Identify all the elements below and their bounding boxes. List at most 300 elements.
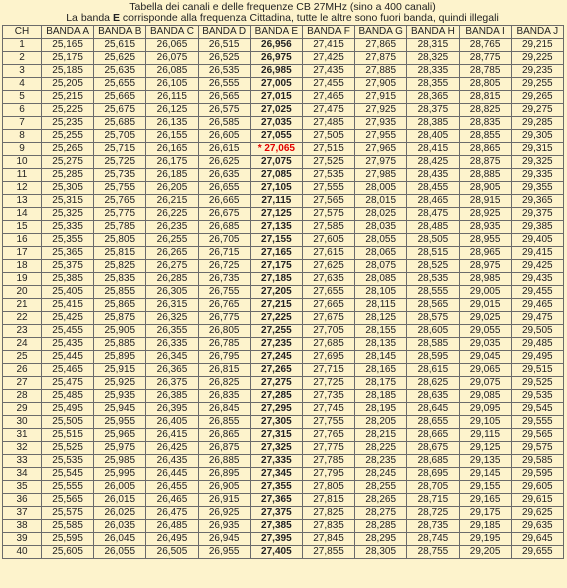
frequency-cell: 27,345 xyxy=(250,468,302,481)
channel-number-cell: 34 xyxy=(3,468,42,481)
frequency-cell: 28,205 xyxy=(355,416,407,429)
frequency-cell: 27,175 xyxy=(250,260,302,273)
frequency-cell: 26,665 xyxy=(198,195,250,208)
frequency-cell: 27,795 xyxy=(302,468,354,481)
frequency-cell: 28,915 xyxy=(459,195,511,208)
frequency-cell: 28,775 xyxy=(459,52,511,65)
frequency-cell: 27,655 xyxy=(302,286,354,299)
frequency-cell: 26,045 xyxy=(94,533,146,546)
frequency-cell: 25,605 xyxy=(42,546,94,559)
frequency-cell: 25,385 xyxy=(42,273,94,286)
frequency-cell: 29,435 xyxy=(511,273,563,286)
frequency-cell: 25,535 xyxy=(42,455,94,468)
frequency-cell: 28,565 xyxy=(407,299,459,312)
frequency-cell: 26,925 xyxy=(198,507,250,520)
frequency-cell: 27,375 xyxy=(250,507,302,520)
frequency-cell: 25,275 xyxy=(42,156,94,169)
frequency-cell: 28,505 xyxy=(407,234,459,247)
frequency-cell: 28,105 xyxy=(355,286,407,299)
frequency-cell: 29,265 xyxy=(511,91,563,104)
frequency-cell: 26,605 xyxy=(198,130,250,143)
frequency-cell: 28,525 xyxy=(407,260,459,273)
frequency-cell: 27,875 xyxy=(355,52,407,65)
frequency-cell: 27,315 xyxy=(250,429,302,442)
table-row xyxy=(3,403,564,416)
frequency-cell: 29,015 xyxy=(459,299,511,312)
frequency-cell: 26,155 xyxy=(146,130,198,143)
channel-number-cell: 37 xyxy=(3,507,42,520)
frequency-cell: 26,955 xyxy=(198,546,250,559)
frequency-cell: 26,765 xyxy=(198,299,250,312)
channel-number-cell: 26 xyxy=(3,364,42,377)
frequency-cell: 27,965 xyxy=(355,143,407,156)
frequency-cell: 26,025 xyxy=(94,507,146,520)
frequency-cell: 25,915 xyxy=(94,364,146,377)
frequency-cell: 26,415 xyxy=(146,429,198,442)
frequency-cell: 28,005 xyxy=(355,182,407,195)
frequency-cell: 25,625 xyxy=(94,52,146,65)
frequency-cell: 26,465 xyxy=(146,494,198,507)
table-row xyxy=(3,520,564,533)
frequency-cell: 29,235 xyxy=(511,65,563,78)
frequency-cell: 28,215 xyxy=(355,429,407,442)
table-row xyxy=(3,156,564,169)
channel-number-cell: 30 xyxy=(3,416,42,429)
frequency-cell: 27,415 xyxy=(302,39,354,52)
frequency-cell: 28,965 xyxy=(459,247,511,260)
channel-number-cell: 10 xyxy=(3,156,42,169)
table-row xyxy=(3,39,564,52)
frequency-cell: 29,515 xyxy=(511,364,563,377)
frequency-cell: 27,785 xyxy=(302,455,354,468)
table-row xyxy=(3,260,564,273)
frequency-cell: 27,635 xyxy=(302,273,354,286)
frequency-cell: 25,965 xyxy=(94,429,146,442)
frequency-cell: 27,925 xyxy=(355,104,407,117)
frequency-cell: 27,425 xyxy=(302,52,354,65)
frequency-cell: 27,155 xyxy=(250,234,302,247)
frequency-cell: 25,855 xyxy=(94,286,146,299)
frequency-cell: 29,215 xyxy=(511,39,563,52)
frequency-cell: 28,725 xyxy=(407,507,459,520)
frequency-cell: 28,645 xyxy=(407,403,459,416)
frequency-cell: 26,215 xyxy=(146,195,198,208)
table-row xyxy=(3,78,564,91)
channel-number-cell: 11 xyxy=(3,169,42,182)
channel-number-cell: 4 xyxy=(3,78,42,91)
channel-number-cell: 19 xyxy=(3,273,42,286)
table-row xyxy=(3,208,564,221)
frequency-cell: 29,075 xyxy=(459,377,511,390)
frequency-cell: 26,435 xyxy=(146,455,198,468)
frequency-cell: 29,555 xyxy=(511,416,563,429)
channel-number-cell: 1 xyxy=(3,39,42,52)
channel-number-cell: 39 xyxy=(3,533,42,546)
frequency-cell: 26,345 xyxy=(146,351,198,364)
table-row xyxy=(3,221,564,234)
frequency-cell: 26,485 xyxy=(146,520,198,533)
frequency-cell: 29,185 xyxy=(459,520,511,533)
frequency-cell: 25,655 xyxy=(94,78,146,91)
channel-number-cell: 23 xyxy=(3,325,42,338)
frequency-cell: 26,405 xyxy=(146,416,198,429)
table-row xyxy=(3,65,564,78)
frequency-cell: 26,956 xyxy=(250,39,302,52)
frequency-cell: 25,305 xyxy=(42,182,94,195)
channel-number-cell: 27 xyxy=(3,377,42,390)
frequency-cell: 29,505 xyxy=(511,325,563,338)
frequency-cell: 29,465 xyxy=(511,299,563,312)
frequency-cell: 28,455 xyxy=(407,182,459,195)
frequency-cell: 28,325 xyxy=(407,52,459,65)
frequency-cell: 29,255 xyxy=(511,78,563,91)
frequency-cell: 26,725 xyxy=(198,260,250,273)
frequency-cell: 25,585 xyxy=(42,520,94,533)
frequency-cell: 27,885 xyxy=(355,65,407,78)
frequency-cell: 25,225 xyxy=(42,104,94,117)
frequency-cell: 29,105 xyxy=(459,416,511,429)
frequency-cell: 27,125 xyxy=(250,208,302,221)
frequency-cell: 29,085 xyxy=(459,390,511,403)
frequency-cell: 25,335 xyxy=(42,221,94,234)
frequency-cell: 26,915 xyxy=(198,494,250,507)
table-row xyxy=(3,351,564,364)
frequency-cell: 28,305 xyxy=(355,546,407,559)
frequency-cell: 28,815 xyxy=(459,91,511,104)
channel-number-cell: 8 xyxy=(3,130,42,143)
table-row xyxy=(3,143,564,156)
frequency-cell: 27,805 xyxy=(302,481,354,494)
table-row xyxy=(3,312,564,325)
table-row xyxy=(3,195,564,208)
frequency-cell: 25,595 xyxy=(42,533,94,546)
frequency-cell: 27,815 xyxy=(302,494,354,507)
frequency-cell: 26,805 xyxy=(198,325,250,338)
frequency-cell: 26,705 xyxy=(198,234,250,247)
frequency-cell: 28,235 xyxy=(355,455,407,468)
frequency-cell: 27,605 xyxy=(302,234,354,247)
channel-number-cell: 9 xyxy=(3,143,42,156)
frequency-cell: 28,925 xyxy=(459,208,511,221)
frequency-cell: 27,505 xyxy=(302,130,354,143)
frequency-cell: 28,605 xyxy=(407,325,459,338)
frequency-cell: 27,685 xyxy=(302,338,354,351)
frequency-cell: 27,675 xyxy=(302,312,354,325)
frequency-cell: 28,295 xyxy=(355,533,407,546)
frequency-cell: 28,025 xyxy=(355,208,407,221)
table-row xyxy=(3,416,564,429)
channel-number-cell: 32 xyxy=(3,442,42,455)
frequency-cell: 27,455 xyxy=(302,78,354,91)
frequency-cell: 27,825 xyxy=(302,507,354,520)
frequency-cell: 27,515 xyxy=(302,143,354,156)
frequency-cell: 26,255 xyxy=(146,234,198,247)
frequency-cell: 28,635 xyxy=(407,390,459,403)
table-row xyxy=(3,507,564,520)
frequency-cell: 28,755 xyxy=(407,546,459,559)
frequency-cell: 26,565 xyxy=(198,91,250,104)
channel-number-cell: 16 xyxy=(3,234,42,247)
frequency-cell: 26,395 xyxy=(146,403,198,416)
frequency-cell: 29,625 xyxy=(511,507,563,520)
frequency-cell: 27,405 xyxy=(250,546,302,559)
frequency-cell: 26,515 xyxy=(198,39,250,52)
frequency-cell: 28,465 xyxy=(407,195,459,208)
frequency-cell: 28,405 xyxy=(407,130,459,143)
frequency-cell: 26,015 xyxy=(94,494,146,507)
frequency-cell: 26,325 xyxy=(146,312,198,325)
frequency-cell: 29,525 xyxy=(511,377,563,390)
frequency-cell: 27,055 xyxy=(250,130,302,143)
column-header-ch: CH xyxy=(3,26,42,39)
frequency-cell: 28,655 xyxy=(407,416,459,429)
frequency-cell: 25,185 xyxy=(42,65,94,78)
frequency-cell: 25,285 xyxy=(42,169,94,182)
frequency-cell: 26,655 xyxy=(198,182,250,195)
frequency-cell: 26,855 xyxy=(198,416,250,429)
frequency-cell: 27,575 xyxy=(302,208,354,221)
frequency-cell: 26,425 xyxy=(146,442,198,455)
frequency-cell: 29,315 xyxy=(511,143,563,156)
column-header-banda-g: BANDA G xyxy=(355,26,407,39)
frequency-cell: 29,375 xyxy=(511,208,563,221)
frequency-cell: 27,465 xyxy=(302,91,354,104)
subtitle-prefix: La banda xyxy=(66,12,113,24)
table-row xyxy=(3,52,564,65)
frequency-cell: 28,835 xyxy=(459,117,511,130)
frequency-cell: 28,685 xyxy=(407,455,459,468)
channel-number-cell: 40 xyxy=(3,546,42,559)
frequency-cell: 29,605 xyxy=(511,481,563,494)
channel-number-cell: 24 xyxy=(3,338,42,351)
frequency-cell: 29,405 xyxy=(511,234,563,247)
frequency-cell: 27,395 xyxy=(250,533,302,546)
frequency-cell: 25,205 xyxy=(42,78,94,91)
frequency-cell: 26,085 xyxy=(146,65,198,78)
frequency-cell: 29,385 xyxy=(511,221,563,234)
frequency-cell: 28,485 xyxy=(407,221,459,234)
frequency-cell: 25,565 xyxy=(42,494,94,507)
frequency-cell: 25,495 xyxy=(42,403,94,416)
frequency-cell: 27,845 xyxy=(302,533,354,546)
frequency-cell: 29,285 xyxy=(511,117,563,130)
frequency-cell: 27,855 xyxy=(302,546,354,559)
table-title: Tabella dei canali e delle frequenze CB 27MHz (sino a 400 canali) xyxy=(129,1,436,13)
frequency-cell: 28,015 xyxy=(355,195,407,208)
frequency-cell: 26,315 xyxy=(146,299,198,312)
frequency-cell: 27,135 xyxy=(250,221,302,234)
table-row xyxy=(3,234,564,247)
frequency-cell: 28,185 xyxy=(355,390,407,403)
frequency-cell: 25,635 xyxy=(94,65,146,78)
frequency-cell: 28,575 xyxy=(407,312,459,325)
frequency-cell: 28,695 xyxy=(407,468,459,481)
frequency-cell: 25,755 xyxy=(94,182,146,195)
frequency-cell: 26,975 xyxy=(250,52,302,65)
frequency-cell: 27,295 xyxy=(250,403,302,416)
frequency-cell: 29,415 xyxy=(511,247,563,260)
table-row xyxy=(3,533,564,546)
column-header-banda-j: BANDA J xyxy=(511,26,563,39)
frequency-cell: 27,085 xyxy=(250,169,302,182)
frequency-cell: 28,315 xyxy=(407,39,459,52)
frequency-cell: 29,565 xyxy=(511,429,563,442)
frequency-cell: 28,825 xyxy=(459,104,511,117)
frequency-cell: 28,715 xyxy=(407,494,459,507)
frequency-cell: 27,305 xyxy=(250,416,302,429)
table-body xyxy=(3,39,564,559)
frequency-cell: 28,175 xyxy=(355,377,407,390)
frequency-cell: 28,155 xyxy=(355,325,407,338)
frequency-cell: 26,985 xyxy=(250,65,302,78)
subtitle-band-letter: E xyxy=(112,12,120,24)
column-header-banda-i: BANDA I xyxy=(459,26,511,39)
frequency-cell: 29,585 xyxy=(511,455,563,468)
table-row xyxy=(3,338,564,351)
frequency-cell: 25,775 xyxy=(94,208,146,221)
frequency-cell: 26,065 xyxy=(146,39,198,52)
frequency-cell: 29,035 xyxy=(459,338,511,351)
frequency-cell: 26,895 xyxy=(198,468,250,481)
frequency-cell: 29,155 xyxy=(459,481,511,494)
frequency-cell: 25,665 xyxy=(94,91,146,104)
frequency-cell: 25,545 xyxy=(42,468,94,481)
frequency-cell: 28,585 xyxy=(407,338,459,351)
frequency-cell: 26,865 xyxy=(198,429,250,442)
frequency-cell: 28,905 xyxy=(459,182,511,195)
frequency-cell: 25,835 xyxy=(94,273,146,286)
frequency-cell: 27,745 xyxy=(302,403,354,416)
table-row xyxy=(3,468,564,481)
table-row xyxy=(3,91,564,104)
frequency-cell: 29,595 xyxy=(511,468,563,481)
frequency-cell: 27,665 xyxy=(302,299,354,312)
frequency-cell: 28,975 xyxy=(459,260,511,273)
frequency-cell: 25,925 xyxy=(94,377,146,390)
frequency-cell: 27,385 xyxy=(250,520,302,533)
frequency-cell: 26,905 xyxy=(198,481,250,494)
frequency-cell: 25,525 xyxy=(42,442,94,455)
frequency-cell: 29,195 xyxy=(459,533,511,546)
table-row xyxy=(3,169,564,182)
frequency-cell: 28,415 xyxy=(407,143,459,156)
frequency-cell: 27,975 xyxy=(355,156,407,169)
frequency-cell: 25,175 xyxy=(42,52,94,65)
frequency-cell: 26,755 xyxy=(198,286,250,299)
frequency-cell: 27,755 xyxy=(302,416,354,429)
table-row xyxy=(3,182,564,195)
table-row xyxy=(3,494,564,507)
frequency-cell: 26,445 xyxy=(146,468,198,481)
frequency-cell: 28,735 xyxy=(407,520,459,533)
frequency-cell: 26,735 xyxy=(198,273,250,286)
frequency-cell: 26,785 xyxy=(198,338,250,351)
frequency-cell: 25,615 xyxy=(94,39,146,52)
frequency-cell: 27,435 xyxy=(302,65,354,78)
table-row xyxy=(3,130,564,143)
frequency-cell: 28,935 xyxy=(459,221,511,234)
frequency-cell: 26,795 xyxy=(198,351,250,364)
frequency-cell: 28,075 xyxy=(355,260,407,273)
frequency-cell: 29,425 xyxy=(511,260,563,273)
frequency-cell: 25,785 xyxy=(94,221,146,234)
frequency-cell: 25,405 xyxy=(42,286,94,299)
frequency-cell: 29,205 xyxy=(459,546,511,559)
frequency-cell: 26,185 xyxy=(146,169,198,182)
frequency-cell: 28,805 xyxy=(459,78,511,91)
frequency-cell: 27,695 xyxy=(302,351,354,364)
frequency-cell: 29,125 xyxy=(459,442,511,455)
frequency-cell: 27,215 xyxy=(250,299,302,312)
frequency-cell: 28,255 xyxy=(355,481,407,494)
frequency-cell: 27,585 xyxy=(302,221,354,234)
channel-number-cell: 3 xyxy=(3,65,42,78)
frequency-cell: 27,485 xyxy=(302,117,354,130)
frequency-cell: 26,875 xyxy=(198,442,250,455)
table-row xyxy=(3,455,564,468)
frequency-cell: 28,115 xyxy=(355,299,407,312)
frequency-cell: 29,055 xyxy=(459,325,511,338)
frequency-cell: 28,985 xyxy=(459,273,511,286)
frequency-cell: 29,145 xyxy=(459,468,511,481)
table-row xyxy=(3,429,564,442)
frequency-cell: 25,975 xyxy=(94,442,146,455)
frequency-cell: 25,235 xyxy=(42,117,94,130)
channel-number-cell: 5 xyxy=(3,91,42,104)
frequency-cell: 25,425 xyxy=(42,312,94,325)
channel-number-cell: 31 xyxy=(3,429,42,442)
frequency-cell: 26,675 xyxy=(198,208,250,221)
frequency-cell: 29,335 xyxy=(511,169,563,182)
subtitle-suffix: corrisponde alla frequenza Cittadina, tutte le altre sono fuori banda, quindi illegali xyxy=(119,12,499,24)
frequency-cell: 28,355 xyxy=(407,78,459,91)
frequency-cell: 25,705 xyxy=(94,130,146,143)
frequency-cell: 28,055 xyxy=(355,234,407,247)
frequency-cell: 25,365 xyxy=(42,247,94,260)
frequency-cell: 26,375 xyxy=(146,377,198,390)
channel-number-cell: 29 xyxy=(3,403,42,416)
table-row xyxy=(3,273,564,286)
frequency-cell: 26,845 xyxy=(198,403,250,416)
channel-number-cell: 7 xyxy=(3,117,42,130)
frequency-cell: 28,065 xyxy=(355,247,407,260)
frequency-cell: 28,615 xyxy=(407,364,459,377)
frequency-cell: 26,455 xyxy=(146,481,198,494)
frequency-cell: 29,635 xyxy=(511,520,563,533)
frequency-cell: 29,305 xyxy=(511,130,563,143)
frequency-cell: 27,255 xyxy=(250,325,302,338)
frequency-cell: 26,685 xyxy=(198,221,250,234)
table-row xyxy=(3,286,564,299)
frequency-cell: 25,325 xyxy=(42,208,94,221)
frequency-cell: 25,415 xyxy=(42,299,94,312)
frequency-cell: 25,215 xyxy=(42,91,94,104)
frequency-cell: 26,165 xyxy=(146,143,198,156)
column-header-banda-c: BANDA C xyxy=(146,26,198,39)
frequency-cell: 28,145 xyxy=(355,351,407,364)
frequency-cell: 29,135 xyxy=(459,455,511,468)
table-row xyxy=(3,117,564,130)
frequency-cell: 28,245 xyxy=(355,468,407,481)
table-row xyxy=(3,325,564,338)
frequency-cell: 29,275 xyxy=(511,104,563,117)
frequency-cell: 26,075 xyxy=(146,52,198,65)
frequency-cell: 28,515 xyxy=(407,247,459,260)
frequency-cell: 26,625 xyxy=(198,156,250,169)
frequency-cell: 29,355 xyxy=(511,182,563,195)
frequency-cell: 26,275 xyxy=(146,260,198,273)
frequency-cell: 27,355 xyxy=(250,481,302,494)
